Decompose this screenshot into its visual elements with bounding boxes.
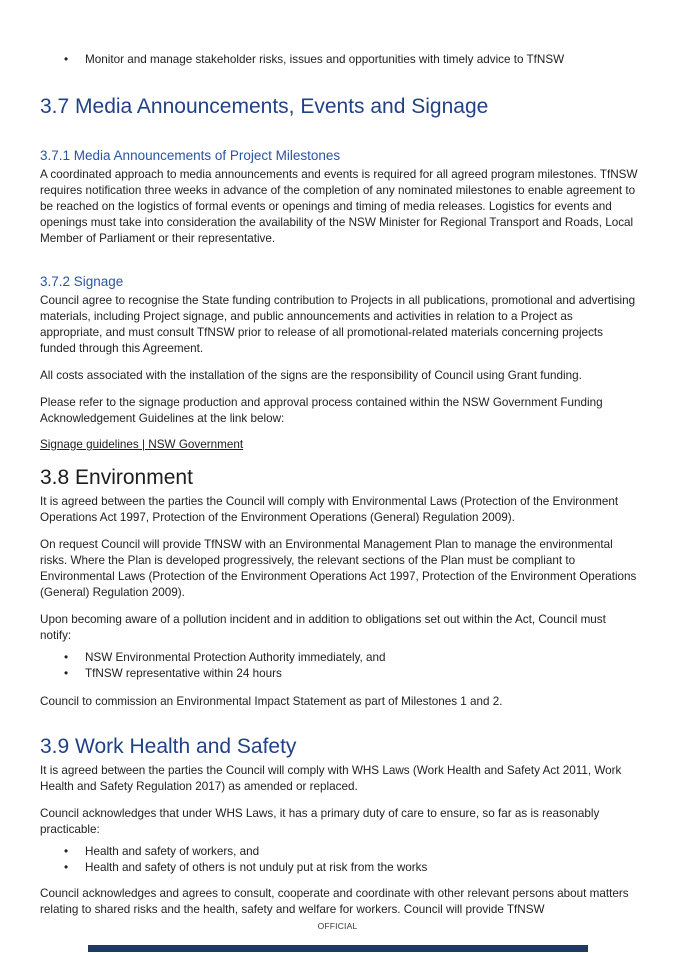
heading-3-7: 3.7 Media Announcements, Events and Signage — [40, 95, 489, 118]
paragraph-3-8-b: On request Council will provide TfNSW with an Environmental Management Plan to manage the environmental risks. Where the Plan is developed progressively, the relevant sections of the Plan must be compliant to Environmental Laws (Protection of the Environment Operations Act 1997, Protection of the Environment Operations (General) Regulation 2009). — [40, 538, 637, 599]
bullet-icon: • — [64, 53, 69, 66]
paragraph-3-7-2-b: All costs associated with the installation of the signs are the responsibility of Council using Grant funding. — [40, 369, 582, 382]
heading-3-8: 3.8 Environment — [40, 466, 193, 489]
subheading-3-7-1: 3.7.1 Media Announcements of Project Milestones — [40, 148, 341, 163]
intro-bullet-list — [40, 52, 638, 68]
whs-bullet-text: Health and safety of workers, and — [85, 845, 260, 858]
paragraph-3-9-c: Council acknowledges and agrees to consult, cooperate and coordinate with other relevant persons about matters relating to shared risks and the health, safety and welfare for workers. Council will provide TfNSW — [40, 887, 629, 916]
paragraph-3-9-b: Council acknowledges that under WHS Laws, it has a primary duty of care to ensure, so far as is reasonably practicable: — [40, 807, 600, 836]
paragraph-3-7-1: A coordinated approach to media announcements and events is required for all agreed program milestones. TfNSW requires notification three weeks in advance of the completion of any nominated milestones to enable agreement to be reached on the logistics of formal events or openings and timing of media releases. Logistics for events and openings must take into consideration the availability of the NSW Minister for Regional Transport and Roads, Local Member of Parliament or their representative. — [40, 168, 638, 245]
bullet-icon: • — [64, 845, 69, 858]
signage-link-row — [40, 437, 638, 453]
paragraph-3-7-2-c: Please refer to the signage production and approval process contained within the NSW Government Funding Acknowledgement Guidelines at the link below: — [40, 396, 603, 425]
list-item — [40, 52, 638, 68]
paragraph-3-9-a: It is agreed between the parties the Council will comply with WHS Laws (Work Health and Safety Act 2011, Work Health and Safety Regulation 2017) as amended or replaced. — [40, 764, 622, 793]
environment-bullet-text: NSW Environmental Protection Authority immediately, and — [85, 651, 386, 664]
document-content — [40, 0, 638, 918]
whs-bullet-list — [40, 844, 638, 876]
bullet-icon: • — [64, 651, 69, 664]
official-classification-label: OFFICIAL — [317, 921, 358, 931]
environment-bullet-list — [40, 650, 638, 682]
signage-guidelines-link[interactable]: Signage guidelines | NSW Government — [40, 438, 244, 451]
list-item — [40, 860, 638, 876]
subheading-3-7-2: 3.7.2 Signage — [40, 274, 124, 289]
environment-bullet-text: TfNSW representative within 24 hours — [85, 667, 282, 680]
whs-bullet-text: Health and safety of others is not unduly put at risk from the works — [85, 861, 428, 874]
paragraph-3-8-a: It is agreed between the parties the Council will comply with Environmental Laws (Protection of the Environment Operations Act 1997, Protection of the Environment Operations (General) Regulation 2009). — [40, 495, 619, 524]
list-item — [40, 650, 638, 666]
paragraph-3-8-c: Upon becoming aware of a pollution incident and in addition to obligations set out within the Act, Council must notify: — [40, 613, 606, 642]
bullet-icon: • — [64, 667, 69, 680]
list-item — [40, 666, 638, 682]
footer-bar — [88, 945, 588, 952]
intro-bullet-text: Monitor and manage stakeholder risks, issues and opportunities with timely advice to TfNSW — [85, 53, 565, 66]
paragraph-3-7-2-a: Council agree to recognise the State funding contribution to Projects in all publications, promotional and advertising materials, including Project signage, and public announcements and activities in relation to a Project as appropriate, and must consult TfNSW prior to release of all promotional-related materials concerning projects funded through this Agreement. — [40, 294, 636, 355]
list-item — [40, 844, 638, 860]
bullet-icon: • — [64, 861, 69, 874]
paragraph-3-8-d: Council to commission an Environmental Impact Statement as part of Milestones 1 and 2. — [40, 695, 503, 708]
heading-3-9: 3.9 Work Health and Safety — [40, 735, 297, 758]
